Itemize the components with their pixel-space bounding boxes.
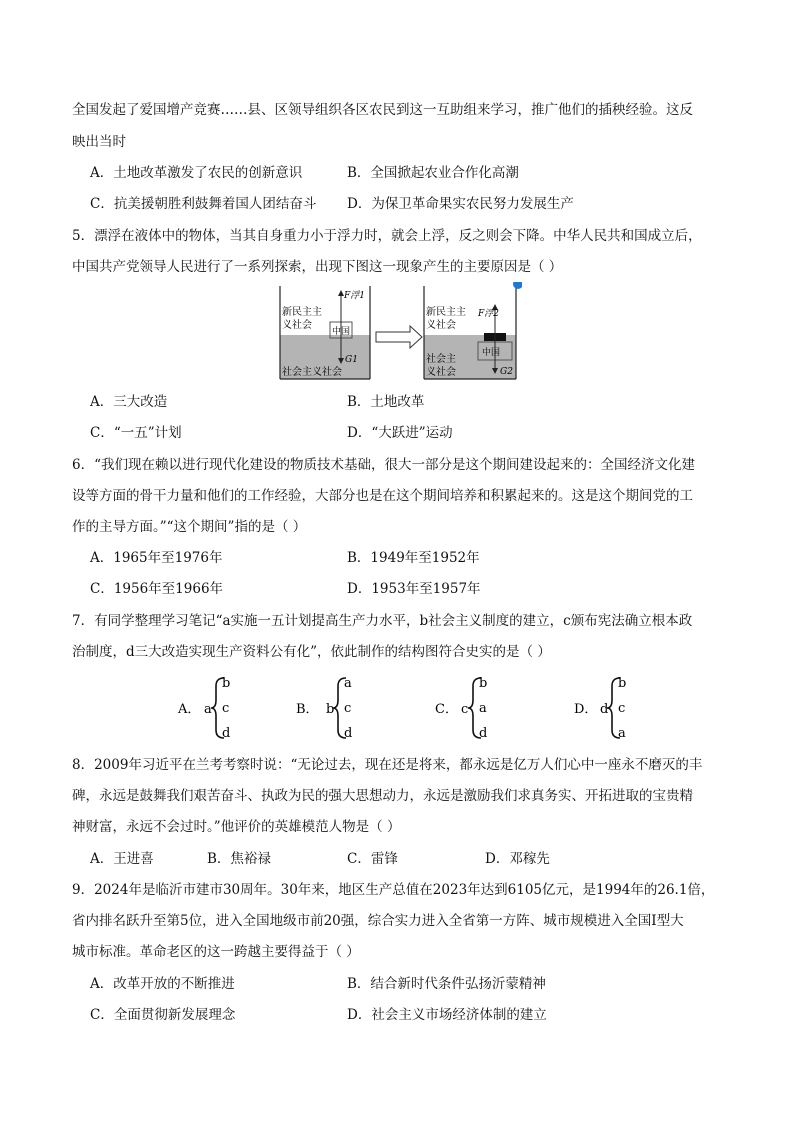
q7-option-a-item-1: b (222, 676, 231, 691)
q7-stem-line-2: 治制度，d三大改造实现生产资料公有化”，依此制作的结构图符合史实的是（ ） (72, 644, 551, 660)
blue-marker-icon (513, 282, 522, 289)
q8-option-c[interactable]: C．雷锋 (347, 851, 398, 867)
q7-option-c-root: c (461, 702, 469, 717)
q7-stem-line-1: 7．有同学整理学习笔记“a实施一五计划提高生产力水平，b社会主义制度的建立，c颁布宪法确立根本政 (72, 613, 693, 629)
left-top-label-2: 义社会 (282, 320, 312, 331)
q9-option-b[interactable]: B．结合新时代条件弘扬沂蒙精神 (347, 976, 546, 992)
q7-option-b-item-2: c (344, 701, 352, 716)
right-force-up-label: F浮2 (478, 309, 499, 319)
q9-option-d[interactable]: D．社会主义市场经济体制的建立 (347, 1007, 547, 1023)
q6-option-d[interactable]: D．1953年至1957年 (347, 581, 481, 597)
q7-option-b-diagram[interactable] (296, 676, 352, 741)
q7-structure-diagrams (170, 672, 640, 742)
q7-option-c-diagram[interactable] (435, 676, 487, 741)
left-top-label-1: 新民主主 (282, 307, 322, 318)
right-top-label-2: 义社会 (426, 320, 456, 331)
q7-option-b-root: b (326, 702, 335, 717)
q7-option-d-label: D． (574, 702, 598, 717)
q8-stem-line-1: 8．2009年习近平在兰考考察时说：“无论过去，现在还是将来，都永远是亿万人们心中一座永不磨灭的丰 (72, 757, 703, 773)
q7-option-c-item-1: b (479, 676, 488, 691)
right-top-label-1: 新民主主 (426, 307, 466, 318)
q6-stem-line-1: 6．“我们现在赖以进行现代化建设的物质技术基础，很大一部分是这个期间建设起来的：全国经济文化建 (72, 457, 695, 473)
q7-option-a-item-2: c (222, 701, 230, 716)
q7-option-b-item-1: a (344, 676, 352, 691)
q6-option-a[interactable]: A．1965年至1976年 (90, 550, 223, 566)
left-force-down-label: G1 (345, 355, 358, 365)
transition-arrow-icon (376, 326, 422, 348)
q7-option-a-item-3: d (222, 726, 231, 741)
q5-option-a[interactable]: A．三大改造 (90, 394, 168, 410)
right-china-box-label: 中国 (482, 348, 501, 358)
right-bottom-label-2: 义社会 (426, 367, 456, 378)
q8-option-b[interactable]: B．焦裕禄 (207, 851, 271, 867)
q7-option-c-item-2: a (479, 701, 487, 716)
q6-stem-line-2: 设等方面的骨干力量和他们的工作经验，大部分也是在这个期间培养和积累起来的。这是这个期间党的工 (72, 488, 693, 504)
q7-option-d-root: d (600, 702, 609, 717)
q7-option-a-root: a (204, 702, 212, 717)
right-force-down-label: G2 (500, 367, 513, 377)
right-container (424, 282, 522, 379)
q7-option-a-diagram[interactable] (177, 676, 230, 741)
q7-option-d-diagram[interactable] (574, 676, 626, 741)
q7-option-c-item-3: d (479, 726, 488, 741)
q9-option-a[interactable]: A．改革开放的不断推进 (90, 976, 235, 992)
q8-option-a[interactable]: A．王进喜 (90, 851, 154, 867)
q4-stem-line-1: 全国发起了爱国增产竞赛……县、区领导组织各区农民到这一互助组来学习，推广他们的插秧经验。这反 (72, 102, 693, 118)
q6-option-b[interactable]: B．1949年至1952年 (347, 550, 480, 566)
q4-stem-line-2: 映出当时 (72, 134, 126, 150)
q5-stem-line-1: 5．漂浮在液体中的物体，当其自身重力小于浮力时，就会上浮，反之则会下降。中华人民共和国成立后， (72, 228, 702, 244)
q5-option-b[interactable]: B．土地改革 (347, 394, 425, 410)
buoyancy-figure (278, 282, 522, 382)
q9-stem-line-2: 省内排名跃升至第5位，进入全国地级市前20强，综合实力进入全省第一方阵、城市规模进入全国Ⅰ型大 (72, 913, 684, 929)
q8-stem-line-3: 神财富，永远不会过时。”他评价的英雄模范人物是（ ） (72, 819, 401, 835)
q7-option-d-item-2: c (618, 701, 626, 716)
q5-option-c[interactable]: C．“一五”计划 (90, 425, 182, 441)
q5-stem-line-2: 中国共产党领导人民进行了一系列探索，出现下图这一现象产生的主要原因是（ ） (72, 259, 563, 275)
q8-option-d[interactable]: D．邓稼先 (485, 851, 550, 867)
q4-option-d[interactable]: D．为保卫革命果实农民努力发展生产 (347, 196, 574, 212)
q4-option-c[interactable]: C．抗美援朝胜利鼓舞着国人团结奋斗 (90, 196, 317, 212)
q5-option-d[interactable]: D．“大跃进”运动 (347, 425, 453, 441)
left-china-box-label: 中国 (332, 327, 351, 337)
q4-option-a[interactable]: A．土地改革激发了农民的创新意识 (90, 165, 303, 181)
q9-stem-line-1: 9．2024年是临沂市建市30周年。30年来，地区生产总值在2023年达到6105亿元，是1994年的26.1倍， (72, 882, 715, 898)
q7-option-b-item-3: d (344, 726, 353, 741)
q6-stem-line-3: 作的主导方面。”“这个期间”指的是（ ） (72, 519, 307, 535)
q9-option-c[interactable]: C．全面贯彻新发展理念 (90, 1007, 236, 1023)
left-force-up-label: F浮1 (344, 291, 365, 301)
left-bottom-label: 社会主义社会 (282, 367, 342, 378)
q8-stem-line-2: 碑，永远是鼓舞我们艰苦奋斗、执政为民的强大思想动力，永远是激励我们求真务实、开拓进取的宝贵精 (72, 788, 693, 804)
q4-option-b[interactable]: B．全国掀起农业合作化高潮 (347, 165, 519, 181)
q6-option-c[interactable]: C．1956年至1966年 (90, 581, 224, 597)
q7-option-d-item-3: a (618, 726, 626, 741)
q7-option-c-label: C． (435, 702, 458, 717)
q9-stem-line-3: 城市标准。革命老区的这一跨越主要得益于（ ） (72, 944, 360, 960)
q7-option-d-item-1: b (618, 676, 627, 691)
left-container (280, 286, 370, 379)
right-bottom-label-1: 社会主 (426, 354, 456, 365)
q7-option-b-label: B． (296, 702, 319, 717)
q7-option-a-label: A． (178, 702, 201, 717)
